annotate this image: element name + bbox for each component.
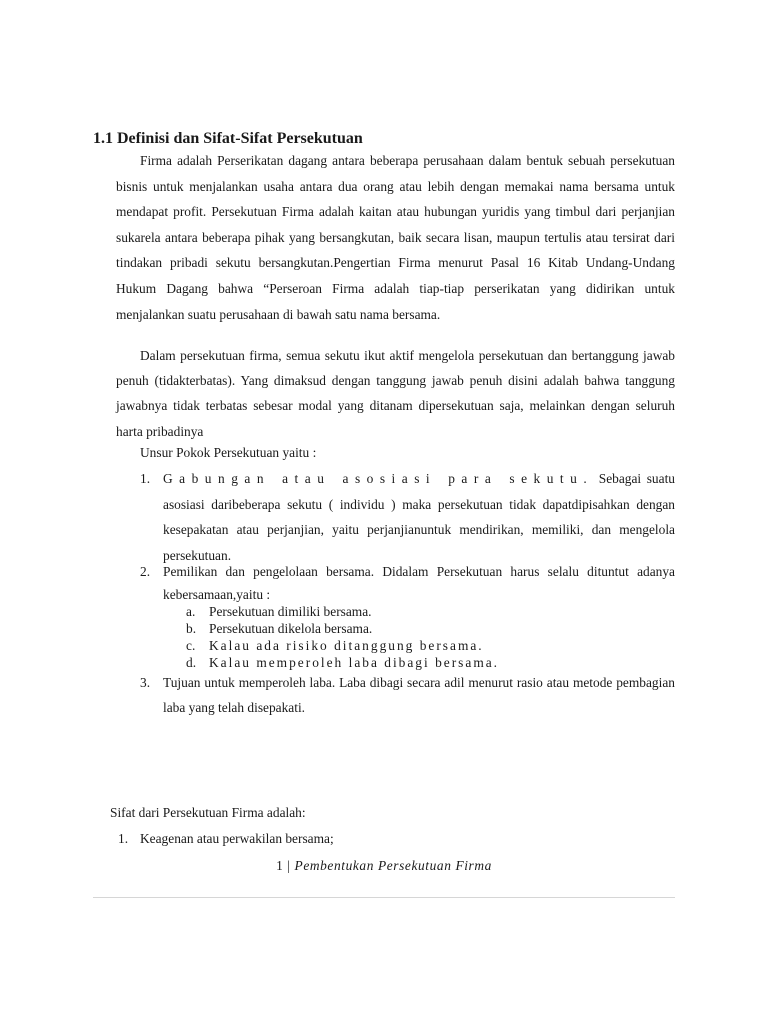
page-number: 1 — [276, 858, 284, 873]
footer-divider — [93, 897, 675, 898]
sublist-letter: a. — [186, 604, 196, 619]
sifat-list — [118, 831, 334, 847]
list-item — [140, 560, 675, 606]
list-item — [140, 670, 675, 720]
sublist-text: Kalau memperoleh laba dibagi bersama. — [209, 655, 500, 670]
sublist-text: Persekutuan dimiliki bersama. — [209, 604, 372, 619]
footer-separator: | — [283, 858, 295, 873]
unsur-list-item-2-wrap — [140, 560, 675, 606]
list-item-lead: Gabungan atau asosiasi para sekutu. — [163, 471, 594, 486]
list-item — [140, 466, 675, 568]
sublist-letter: d. — [186, 655, 197, 670]
list-item-text: Pemilikan dan pengelolaan bersama. Didalam Persekutuan harus selalu dituntut adanya kebersamaan,yaitu : — [163, 564, 675, 602]
unsur-list-item-1-wrap — [140, 466, 675, 568]
list-item-text: Tujuan untuk memperoleh laba. Laba dibagi secara adil menurut rasio atau metode pembagian laba yang telah disepakati. — [163, 675, 675, 715]
sublist-text: Persekutuan dikelola bersama. — [209, 621, 373, 636]
sublist-item — [186, 654, 499, 671]
sublist-item — [186, 603, 499, 620]
sublist-letter: c. — [186, 638, 196, 653]
section-heading: 1.1 Definisi dan Sifat-Sifat Persekutuan — [93, 130, 363, 147]
list-number: 1. — [140, 471, 151, 486]
sublist-item — [186, 637, 499, 654]
sublist-item — [186, 620, 499, 637]
sublist-text: Kalau ada risiko ditanggung bersama. — [209, 638, 484, 653]
paragraph-tanggung-jawab: Dalam persekutuan firma, semua sekutu ikut aktif mengelola persekutuan dan bertanggung jawab penuh (tidakterbatas). Yang dimaksud dengan tanggung jawab penuh disini adalah bahwa tanggung jawabnya tidak terbatas sebesar modal yang ditanam dipersekutuan saja, melainkan dengan seluruh harta pribadinya — [116, 348, 675, 439]
paragraph-definisi-firma: Firma adalah Perserikatan dagang antara beberapa perusahaan dalam bentuk sebuah persekutuan bisnis untuk menjalankan usaha antara dua orang atau lebih dengan memakai nama bersama untuk mendapat profit. Persekutuan Firma adalah kaitan atau hubungan yuridis yang timbul dari perjanjian sukarela antara beberapa pihak yang bersangkutan, baik secara lisan, maupun tertulis atau tersirat dari tindakan pribadi sekutu bersangkutan.Pengertian Firma menurut Pasal 16 Kitab Undang-Undang Hukum Dagang bahwa “Perseroan Firma adalah tiap-tiap perserikatan yang didirikan untuk menjalankan suatu perusahaan di bawah satu nama bersama. — [116, 153, 675, 322]
list-item-text: Sebagai suatu asosiasi daribeberapa sekutu ( individu ) maka persekutuan tidak dapatdipisahkan dengan kesepakatan atau perjanjian, yaitu perjanjianuntuk mendirikan, memiliki, dan mengelola persekutuan. — [163, 471, 675, 563]
list-number: 2. — [140, 564, 151, 579]
unsur-list-item-3-wrap — [140, 670, 675, 720]
list-item-text: Keagenan atau perwakilan bersama; — [140, 831, 334, 846]
sublist-letter: b. — [186, 621, 197, 636]
page-footer — [0, 858, 768, 874]
list-number: 1. — [118, 831, 129, 846]
list-number: 3. — [140, 675, 151, 690]
sifat-intro: Sifat dari Persekutuan Firma adalah: — [110, 805, 306, 820]
list-item — [118, 831, 334, 847]
footer-title: Pembentukan Persekutuan Firma — [294, 858, 492, 873]
paragraph-unsur-pokok-intro: Unsur Pokok Persekutuan yaitu : — [140, 445, 317, 460]
kebersamaan-sublist — [186, 603, 499, 671]
